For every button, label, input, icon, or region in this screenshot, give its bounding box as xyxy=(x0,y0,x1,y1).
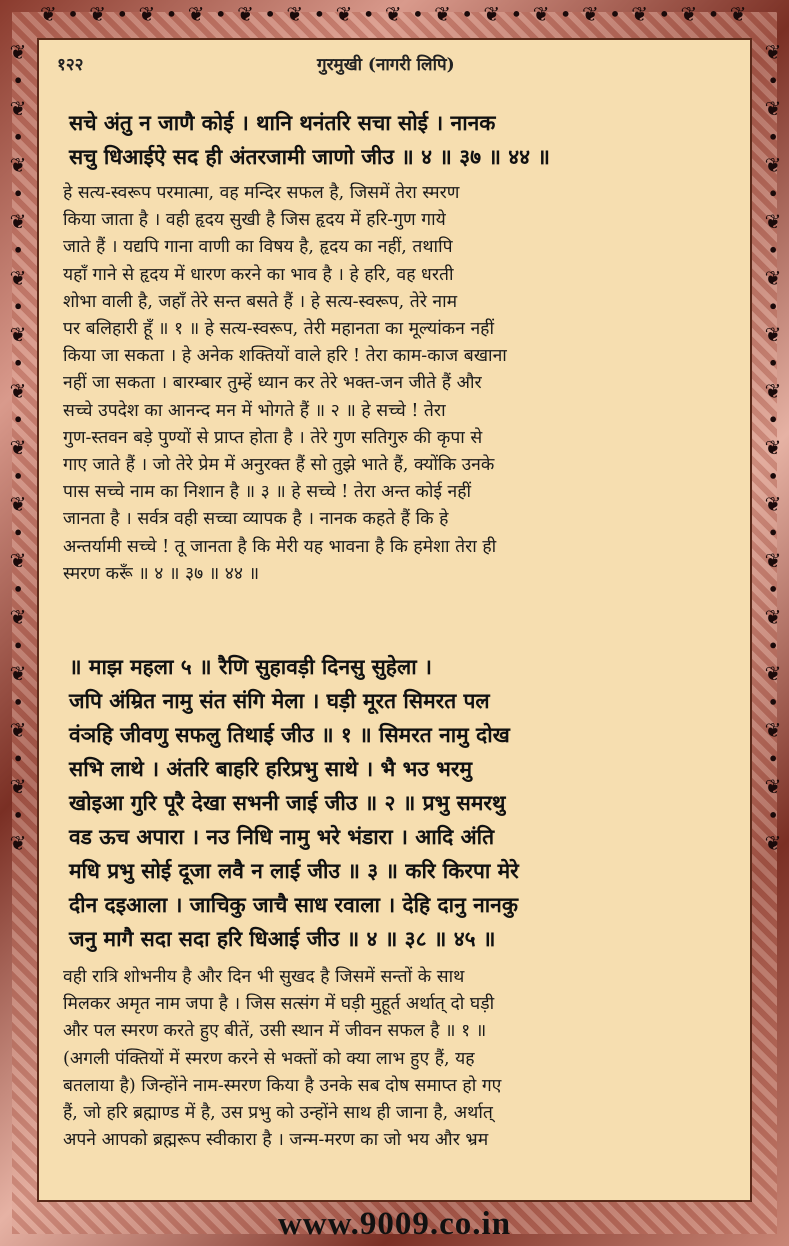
ornament-top: ❦ • ❦ • ❦ • ❦ • ❦ • ❦ • ❦ • ❦ • ❦ • ❦ • ❦ • ❦ • ❦ • ❦ • ❦ xyxy=(40,2,749,26)
prose-line: और पल स्मरण करते हुए बीतें, उसी स्थान में जीवन सफल है ॥ १ ॥ xyxy=(63,1021,487,1042)
prose-line: अपने आपको ब्रह्मरूप स्वीकारा है । जन्म-मरण का जो भय और भ्रम xyxy=(63,1130,489,1151)
prose-block-2 xyxy=(63,964,501,1154)
prose-line: स्मरण करूँ ॥ ४ ॥ ३७ ॥ ४४ ॥ xyxy=(63,563,260,584)
prose-line: शोभा वाली है, जहाँ तेरे सन्त बसते हैं । हे सत्य-स्वरूप, तेरे नाम xyxy=(63,291,458,312)
page-number: १२२ xyxy=(57,55,84,75)
verse-block-2 xyxy=(69,650,519,956)
prose-line: किया जाता है । वही हृदय सुखी है जिस हृदय में हरि-गुण गाये xyxy=(63,210,446,231)
prose-line: हैं, जो हरि ब्रह्माण्ड में है, उस प्रभु को उन्होंने साथ ही जाना है, अर्थात् xyxy=(63,1103,493,1124)
verse-line: सभि लाथे । अंतरि बाहरि हरिप्रभु साथे । भै भउ भरमु xyxy=(69,756,473,781)
prose-line: (अगली पंक्तियों में स्मरण करने से भक्तों को क्या लाभ हुए हैं, यह xyxy=(63,1048,475,1069)
prose-line: यहाँ गाने से हृदय में धारण करने का भाव है । हे हरि, वह धरती xyxy=(63,264,454,285)
page-header xyxy=(57,52,737,80)
verse-block-1 xyxy=(69,106,550,174)
prose-line: मिलकर अमृत नाम जपा है । जिस सत्संग में घड़ी मुहूर्त अर्थात् दो घड़ी xyxy=(63,994,495,1015)
verse-line: मधि प्रभु सोई दूजा लवै न लाई जीउ ॥ ३ ॥ करि किरपा मेरे xyxy=(69,858,519,883)
verse-line: जपि अंम्रित नामु संत संगि मेला । घड़ी मूरत सिमरत पल xyxy=(69,688,490,713)
verse-line: ॥ माझ महला ५ ॥ रैणि सुहावड़ी दिनसु सुहेला । xyxy=(69,654,432,679)
prose-line: पास सच्चे नाम का निशान है ॥ ३ ॥ हे सच्चे ! तेरा अन्त कोई नहीं xyxy=(63,482,472,503)
prose-block-1 xyxy=(63,180,507,588)
prose-line: जानता है । सर्वत्र वही सच्चा व्यापक है । नानक कहते हैं कि हे xyxy=(63,509,449,530)
verse-line: सचे अंतु न जाणै कोई । थानि थनंतरि सचा सोई । नानक xyxy=(69,110,496,135)
ornament-left: ❦ • ❦ • ❦ • ❦ • ❦ • ❦ • ❦ • ❦ • ❦ • ❦ • ❦ • ❦ • ❦ • ❦ • ❦ xyxy=(6,40,30,858)
prose-line: हे सत्य-स्वरूप परमात्मा, वह मन्दिर सफल है, जिसमें तेरा स्मरण xyxy=(63,183,460,203)
prose-line: जाते हैं । यद्यपि गाना वाणी का विषय है, हृदय का नहीं, तथापि xyxy=(63,237,453,258)
prose-line: किया जा सकता । हे अनेक शक्तियों वाले हरि ! तेरा काम-काज बखाना xyxy=(63,346,507,367)
book-page xyxy=(37,38,752,1202)
prose-line: गुण-स्तवन बड़े पुण्यों से प्राप्त होता है । तेरे गुण सतिगुरु की कृपा से xyxy=(63,427,483,448)
verse-line: दीन दइआला । जाचिकु जाचै साध रवाला । देहि दानु नानकु xyxy=(69,892,518,917)
prose-line: नहीं जा सकता । बारम्बार तुम्हें ध्यान कर तेरे भक्त-जन जीते हैं और xyxy=(63,373,482,394)
verse-line: खोइआ गुरि पूरै देखा सभनी जाई जीउ ॥ २ ॥ प्रभु समरथु xyxy=(69,790,506,815)
prose-line: सच्चे उपदेश का आनन्द मन में भोगते हैं ॥ २ ॥ हे सच्चे ! तेरा xyxy=(63,400,446,421)
prose-line: गाए जाते हैं । जो तेरे प्रेम में अनुरक्त हैं सो तुझे भाते हैं, क्योंकि उनके xyxy=(63,455,495,476)
verse-line: वंञहि जीवणु सफलु तिथाई जीउ ॥ १ ॥ सिमरत नामु दोख xyxy=(69,722,510,747)
prose-line: पर बलिहारी हूँ ॥ १ ॥ हे सत्य-स्वरूप, तेरी महानता का मूल्यांकन नहीं xyxy=(63,319,494,340)
prose-line: बतलाया है) जिन्होंने नाम-स्मरण किया है उनके सब दोष समाप्त हो गए xyxy=(63,1075,502,1096)
page-title: गुरमुखी (नागरी लिपि) xyxy=(317,55,455,75)
verse-line: जनु मागै सदा सदा हरि धिआई जीउ ॥ ४ ॥ ३८ ॥ ४५ ॥ xyxy=(69,926,496,951)
prose-line: वही रात्रि शोभनीय है और दिन भी सुखद है जिसमें सन्तों के साथ xyxy=(63,967,465,987)
website-url: www.9009.co.in xyxy=(277,1206,512,1242)
verse-line: सचु धिआईऐ सद ही अंतरजामी जाणो जीउ ॥ ४ ॥ ३७ ॥ ४४ ॥ xyxy=(69,144,550,169)
ornament-right: ❦ • ❦ • ❦ • ❦ • ❦ • ❦ • ❦ • ❦ • ❦ • ❦ • ❦ • ❦ • ❦ • ❦ • ❦ xyxy=(761,40,785,858)
verse-line: वड ऊच अपारा । नउ निधि नामु भरे भंडारा । आदि अंति xyxy=(69,824,495,849)
prose-line: अन्तर्यामी सच्चे ! तू जानता है कि मेरी यह भावना है कि हमेशा तेरा ही xyxy=(63,536,497,557)
